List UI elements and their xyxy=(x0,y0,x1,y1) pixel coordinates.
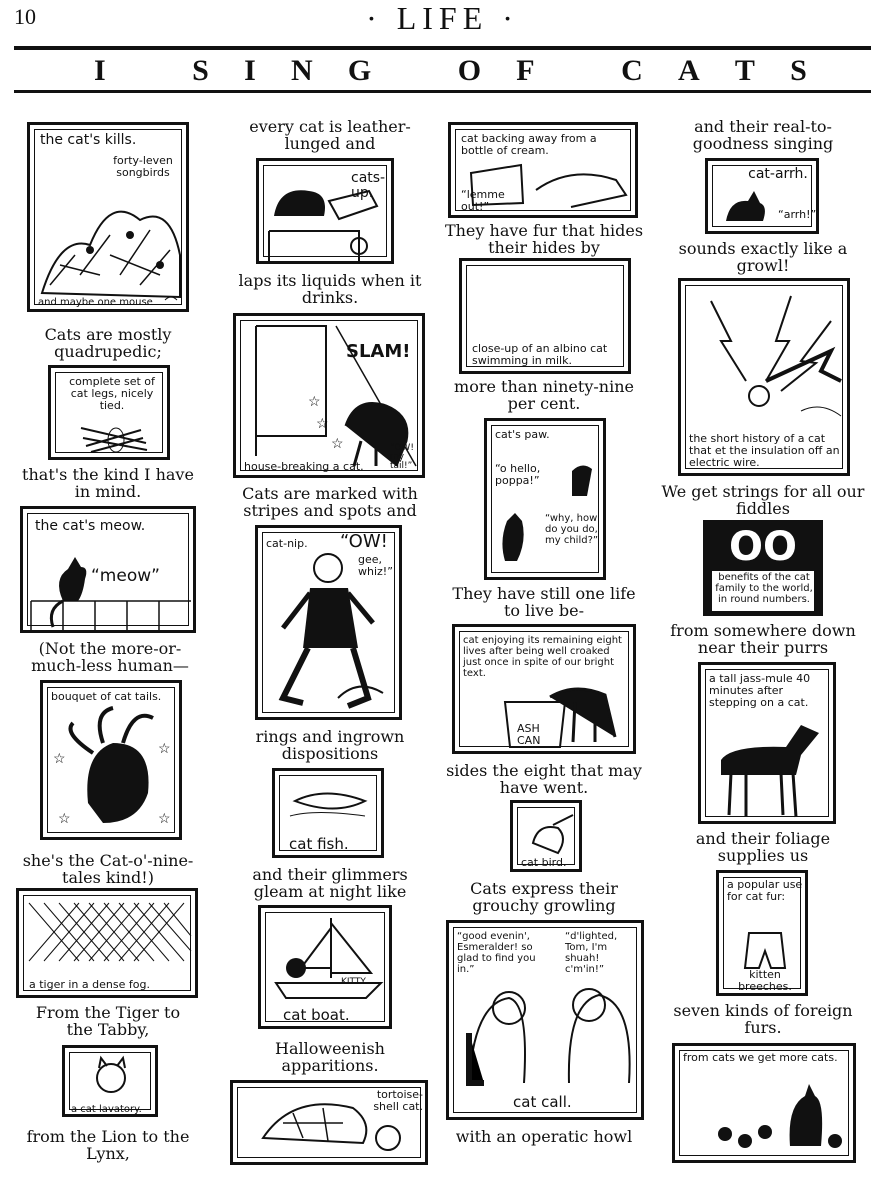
panel-text: “meow” xyxy=(91,566,160,586)
panel-cats-paw xyxy=(484,418,606,580)
panel-text: SLAM! xyxy=(346,341,411,362)
panel-tiger-fog xyxy=(16,888,198,998)
caption: Cats express their grouchy growling xyxy=(470,879,618,915)
panel-slam xyxy=(233,313,425,478)
caption: and their foliage supplies us xyxy=(695,829,831,865)
svg-text:☆: ☆ xyxy=(58,811,71,827)
panel-text: the cat's kills. xyxy=(40,132,137,148)
title-letter: I xyxy=(244,54,260,87)
kitten-and-cat-illustration xyxy=(487,421,606,580)
panel-text: cats-up. xyxy=(351,170,386,201)
caption: We get strings for all our fiddles xyxy=(661,482,865,518)
panel-text: house-breaking a cat. xyxy=(244,460,364,473)
panel-cats-up xyxy=(256,158,394,264)
title-letter: G xyxy=(347,54,376,87)
panel-text: cat boat. xyxy=(283,1006,350,1024)
title-rule xyxy=(14,90,871,93)
panel-cat-boat xyxy=(258,905,392,1029)
caption: Halloweenish apparitions. xyxy=(275,1039,385,1075)
panel-cat-lavatory xyxy=(62,1045,158,1117)
panel-text: close-up of an albino cat swimming in milk. xyxy=(472,342,608,367)
panel-text: the cat's meow. xyxy=(35,518,146,534)
panel-text: the short history of a cat that et the insulation off an electric wire. xyxy=(689,432,840,469)
caption: laps its liquids when it drinks. xyxy=(238,271,422,307)
panel-text: a popular use for cat fur: xyxy=(727,878,803,903)
caption: Cats are mostly quadrupedic; xyxy=(44,325,172,361)
panel-cream-bottle xyxy=(448,122,638,218)
panel-cats-meow xyxy=(20,506,196,633)
panel-text: “o hello, poppa!” xyxy=(495,462,541,487)
panel-text: cat bird. xyxy=(521,856,567,869)
panel-cat-arrh xyxy=(705,158,819,234)
svg-text:☆: ☆ xyxy=(331,436,344,452)
panel-text: “d'lighted, Tom, I'm shuah! c'm'in!” xyxy=(565,931,618,975)
panel-text: OO xyxy=(728,524,797,570)
panel-cat-bird xyxy=(510,800,582,872)
caption: and their glimmers gleam at night like xyxy=(252,865,408,901)
panel-round-numbers xyxy=(703,520,823,616)
svg-text:☆: ☆ xyxy=(158,741,171,757)
panel-albino-cat xyxy=(459,258,631,374)
panel-cat-legs xyxy=(48,365,170,460)
caption: (Not the more-or-much-less human— xyxy=(31,639,189,675)
panel-jass-mule xyxy=(698,662,836,824)
masthead: · LIFE · xyxy=(366,0,519,36)
caption: rings and ingrown dispositions xyxy=(255,727,405,763)
panel-text: “why, how do you do, my child?” xyxy=(545,513,599,546)
panel-text: “good evenin', Esmeralder! so glad to find you in.” xyxy=(457,931,536,975)
panel-text: ASH CAN xyxy=(517,722,541,747)
panel-text: cat-nip. xyxy=(266,537,308,550)
panel-text: and maybe one mouse xyxy=(38,297,153,308)
title-letter: C xyxy=(621,54,647,87)
caption: more than ninety-nine per cent. xyxy=(454,377,634,413)
caption: seven kinds of foreign furs. xyxy=(673,1001,853,1037)
caption: sounds exactly like a growl! xyxy=(678,239,848,275)
title-letter: S xyxy=(192,54,213,87)
caption: from the Lion to the Lynx, xyxy=(26,1127,190,1163)
panel-text: complete set of cat legs, nicely tied. xyxy=(69,375,155,412)
caption: sides the eight that may have went. xyxy=(446,761,642,797)
panel-kitten-breeches xyxy=(716,870,808,996)
title-letter: F xyxy=(516,54,539,87)
panel-text: forty-leven songbirds xyxy=(113,154,173,179)
caption: that's the kind I have in mind. xyxy=(22,465,194,501)
panel-text: “OW! xyxy=(340,531,388,552)
panel-text: cat backing away from a bottle of cream. xyxy=(461,132,597,157)
svg-text:☆: ☆ xyxy=(158,811,171,827)
panel-text: “arrh!” xyxy=(778,208,817,221)
title-letter: T xyxy=(734,54,759,87)
panel-cat-tails xyxy=(40,680,182,840)
title-letter: A xyxy=(678,54,704,87)
caption: with an operatic howl xyxy=(455,1127,633,1146)
caption: she's the Cat-o'-nine-tales kind!) xyxy=(22,851,194,887)
panel-cat-fish xyxy=(272,768,384,858)
panel-more-cats xyxy=(672,1043,856,1163)
title-letter: O xyxy=(457,54,486,87)
panel-text: a tall jass-mule 40 minutes after stepping on a cat. xyxy=(709,672,811,709)
panel-text: bouquet of cat tails. xyxy=(51,690,162,703)
panel-text: “OW! my tail!” xyxy=(390,443,414,471)
panel-cat-nip xyxy=(255,525,402,720)
page-number: 10 xyxy=(14,4,36,29)
panel-text: benefits of the cat family to the world, in round numbers. xyxy=(715,572,813,605)
panel-text: cat-arrh. xyxy=(748,166,808,182)
title-letter: N xyxy=(291,54,317,87)
panel-text: a cat lavatory. xyxy=(71,1104,142,1115)
panel-electric-wire xyxy=(678,278,850,476)
svg-text:☆: ☆ xyxy=(316,416,329,432)
svg-text:☆: ☆ xyxy=(308,394,321,410)
svg-text:☆: ☆ xyxy=(53,751,66,767)
panel-text: kitten breeches. xyxy=(738,968,792,993)
top-rule xyxy=(14,46,871,50)
caption: They have fur that hides their hides by xyxy=(444,221,644,257)
panel-text: KITTY xyxy=(341,977,366,987)
panel-ash-can xyxy=(452,624,636,754)
caption: and their real-to-goodness singing xyxy=(692,117,834,153)
caption: They have still one life to live be- xyxy=(452,584,636,620)
caption: every cat is leather-lunged and xyxy=(249,117,411,153)
panel-text: tortoise-shell cat. xyxy=(373,1088,423,1113)
caption: from somewhere down near their purrs xyxy=(670,621,856,657)
page-title xyxy=(14,54,871,90)
title-letter: I xyxy=(94,54,110,87)
title-letter: S xyxy=(790,54,811,87)
panel-text: cat call. xyxy=(513,1093,572,1111)
panel-text: gee, whiz!” xyxy=(358,553,393,578)
cat-tails-bouquet-illustration xyxy=(43,683,182,840)
panel-text: cat enjoying its remaining eight lives after being well croaked just once in spite of our bright text. xyxy=(463,635,622,679)
panel-text: “lemme out!” xyxy=(461,188,505,213)
panel-text: cat fish. xyxy=(289,835,349,853)
panel-text: cat's paw. xyxy=(495,428,550,441)
caption: Cats are marked with stripes and spots and xyxy=(242,484,418,520)
caption: From the Tiger to the Tabby, xyxy=(35,1003,181,1039)
panel-cats-kills xyxy=(27,122,189,312)
panel-text: from cats we get more cats. xyxy=(683,1051,838,1064)
panel-cat-call xyxy=(446,920,644,1120)
panel-tortoise-shell-cat xyxy=(230,1080,428,1165)
panel-text: a tiger in a dense fog. xyxy=(29,978,150,991)
